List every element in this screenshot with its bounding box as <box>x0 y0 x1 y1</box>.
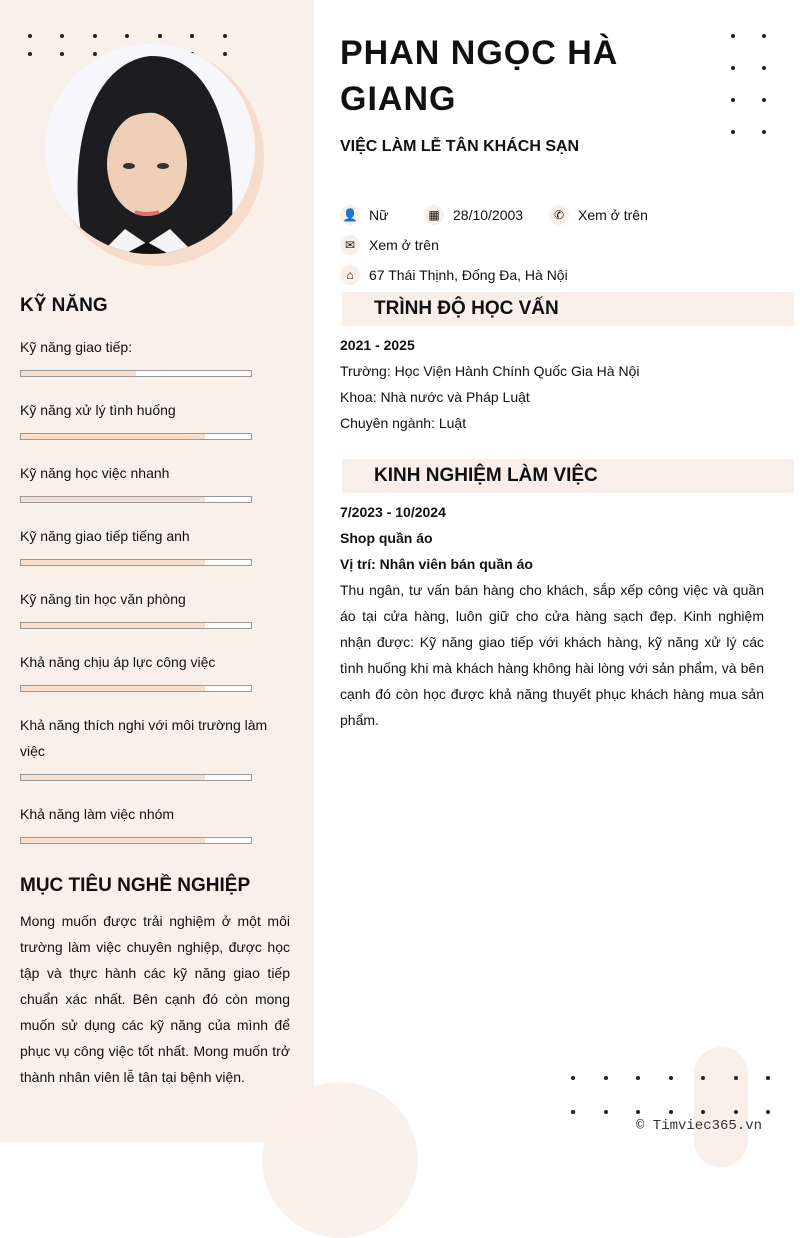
candidate-name: PHAN NGỌC HÀ GIANG <box>340 34 619 118</box>
skill-item <box>20 334 270 377</box>
dot <box>766 1110 770 1114</box>
education-school: Trường: Học Viện Hành Chính Quốc Gia Hà Nội <box>340 363 640 379</box>
skill-label: Kỹ năng xử lý tình huống <box>20 402 176 418</box>
skill-bar-fill <box>21 371 136 376</box>
dot <box>571 1110 575 1114</box>
skill-label: Khả năng làm việc nhóm <box>20 806 175 822</box>
copyright: © Timviec365.vn <box>636 1118 763 1134</box>
phone-icon: ✆ <box>549 205 569 225</box>
education-heading: TRÌNH ĐỘ HỌC VẤN <box>342 292 794 326</box>
skill-bar <box>20 370 252 377</box>
skill-bar-fill <box>21 497 205 502</box>
dot <box>28 52 32 56</box>
dot <box>636 1110 640 1114</box>
dot <box>28 34 32 38</box>
dot <box>762 98 766 102</box>
skill-bar-fill <box>21 560 205 565</box>
experience-description: Thu ngân, tư vấn bán hàng cho khách, sắp xếp công việc và quần áo tại cửa hàng, luôn giữ cho cửa hàng sạch đẹp. Kinh nghiệm nhận được: Kỹ năng giao tiếp với khách hàng, kỹ năng xử lý các tình huống khi mà khách hàng không hài lòng với sản phẩm, và bên cạnh đó còn học được khả năng thuyết phục khách hàng mua sản phẩm. <box>340 582 764 728</box>
skill-label: Khả năng chịu áp lực công việc <box>20 654 216 670</box>
skill-label: Khả năng thích nghi với môi trường làm việc <box>20 717 268 759</box>
dot <box>734 1110 738 1114</box>
dot <box>762 34 766 38</box>
dot <box>604 1110 608 1114</box>
dot <box>636 1076 640 1080</box>
decorative-pill <box>694 1047 748 1167</box>
dot <box>766 1076 770 1080</box>
dot <box>731 98 735 102</box>
calendar-icon: ▦ <box>424 205 444 225</box>
dot <box>60 34 64 38</box>
avatar <box>45 44 255 254</box>
skill-bar-fill <box>21 623 205 628</box>
dot <box>223 34 227 38</box>
skills-heading: KỸ NĂNG <box>20 295 108 316</box>
job-title: VIỆC LÀM LỄ TÂN KHÁCH SẠN <box>340 138 580 155</box>
gender-info <box>340 205 388 225</box>
objective-text: Mong muốn được trải nghiệm ở một môi trường làm việc chuyên nghiệp, được học tập và thực hành các kỹ năng giao tiếp chuẩn xác nhất. Bên cạnh đó còn mong muốn sử dụng các kỹ năng của mình để phục vụ công việc tốt nhất. Mong muốn trở thành nhân viên lễ tân tại bệnh viện. <box>20 913 290 1085</box>
envelope-icon: ✉ <box>340 235 360 255</box>
dot <box>93 34 97 38</box>
dot <box>701 1110 705 1114</box>
skill-item <box>20 586 270 629</box>
experience-company: Shop quần áo <box>340 530 433 546</box>
skill-item <box>20 649 270 692</box>
email-info <box>340 235 439 255</box>
education-faculty: Khoa: Nhà nước và Pháp Luật <box>340 389 530 405</box>
skill-item <box>20 460 270 503</box>
decorative-circle <box>262 1082 418 1238</box>
dot <box>190 34 194 38</box>
dot <box>60 52 64 56</box>
dot <box>93 52 97 56</box>
dot <box>669 1110 673 1114</box>
phone-value: Xem ở trên <box>578 207 648 223</box>
gender-value: Nữ <box>369 207 389 223</box>
dot <box>604 1076 608 1080</box>
birthday-value: 28/10/2003 <box>453 207 524 223</box>
phone-info <box>549 205 648 225</box>
skill-item <box>20 712 270 781</box>
dot <box>731 66 735 70</box>
skill-bar-fill <box>21 838 205 843</box>
skill-bar <box>20 496 252 503</box>
skill-item <box>20 801 270 844</box>
skill-bar <box>20 622 252 629</box>
birthday-info <box>424 205 523 225</box>
skill-bar <box>20 559 252 566</box>
objective-heading: MỤC TIÊU NGHỀ NGHIỆP <box>20 875 251 896</box>
education-period: 2021 - 2025 <box>340 337 415 353</box>
skill-label: Kỹ năng giao tiếp: <box>20 339 133 355</box>
email-value: Xem ở trên <box>369 237 439 253</box>
skill-bar <box>20 685 252 692</box>
dot <box>158 34 162 38</box>
home-icon: ⌂ <box>340 265 360 285</box>
dot <box>125 34 129 38</box>
dot <box>762 66 766 70</box>
experience-position: Vị trí: Nhân viên bán quần áo <box>340 556 533 572</box>
dot <box>731 34 735 38</box>
skill-label: Kỹ năng tin học văn phòng <box>20 591 186 607</box>
education-section <box>340 332 764 436</box>
skill-bar-fill <box>21 434 205 439</box>
skill-bar-fill <box>21 686 205 691</box>
address-info <box>340 265 568 285</box>
skill-bar <box>20 837 252 844</box>
address-value: 67 Thái Thịnh, Đống Đa, Hà Nội <box>369 267 568 283</box>
skill-bar <box>20 774 252 781</box>
skill-bar-fill <box>21 775 205 780</box>
skill-item <box>20 397 270 440</box>
education-major: Chuyên ngành: Luật <box>340 415 467 431</box>
dot <box>762 130 766 134</box>
dot <box>701 1076 705 1080</box>
person-icon: 👤 <box>340 205 360 225</box>
dot <box>734 1076 738 1080</box>
dot <box>571 1076 575 1080</box>
skill-bar <box>20 433 252 440</box>
skill-label: Kỹ năng giao tiếp tiếng anh <box>20 528 190 544</box>
dot <box>731 130 735 134</box>
experience-section <box>340 499 764 733</box>
skill-item <box>20 523 270 566</box>
dot <box>223 52 227 56</box>
dot <box>669 1076 673 1080</box>
experience-period: 7/2023 - 10/2024 <box>340 504 446 520</box>
experience-heading: KINH NGHIỆM LÀM VIỆC <box>342 459 794 493</box>
skill-label: Kỹ năng học việc nhanh <box>20 465 170 481</box>
